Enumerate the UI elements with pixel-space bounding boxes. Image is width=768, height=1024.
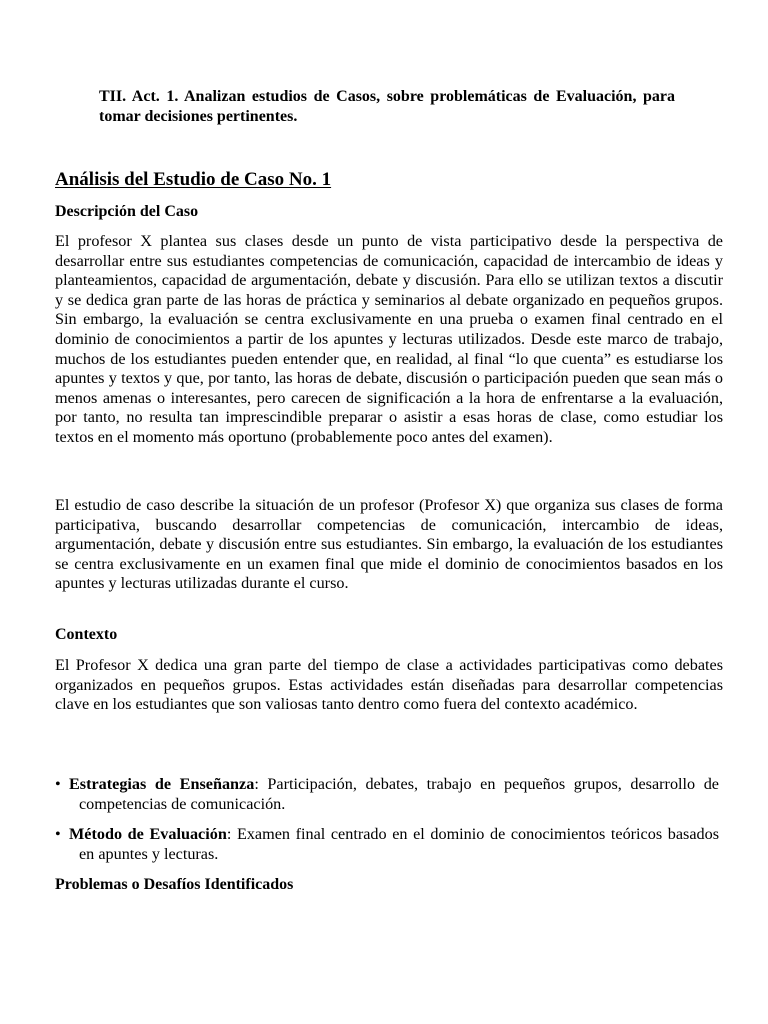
bullet-text: : Participación, debates, trabajo en pequeños grupos, desarrollo de competencias de comunicación. (79, 775, 719, 813)
bullet-label: Estrategias de Enseñanza (69, 775, 255, 793)
activity-heading: TII. Act. 1. Analizan estudios de Casos, sobre problemáticas de Evaluación, para tomar decisiones pertinentes. (99, 88, 675, 125)
description-paragraph-1: El profesor X plantea sus clases desde un punto de vista participativo desde la perspectiva de desarrollar entre sus estudiantes competencias de comunicación, capacidad de intercambio de ideas y planteamientos, capacidad de argumentación, debate y discusión. Para ello se utilizan textos a discutir y se dedica gran parte de las horas de práctica y seminarios al debate organizado en pequeños grupos. Sin embargo, la evaluación se centra exclusivamente en una prueba o examen final centrado en el dominio de conocimientos a partir de los apuntes y lecturas utilizados. Desde este marco de trabajo, muchos de los estudiantes pueden entender que, en realidad, al final “lo que cuenta” es estudiarse los apuntes y textos y que, por tanto, las horas de debate, discusión o participación pueden que sean más o menos amenas o interesantes, pero carecen de significación a la hora de enfrentarse a la evaluación, por tanto, no resulta tan imprescindible preparar o asistir a esas horas de clase, como estudiar los textos en el momento más oportuno (probablemente poco antes del examen). (55, 232, 723, 446)
problems-heading: Problemas o Desafíos Identificados (55, 876, 294, 893)
context-heading: Contexto (55, 626, 118, 643)
bullet-text: : Examen final centrado en el dominio de conocimientos teóricos basados en apuntes y lecturas. (79, 825, 719, 863)
description-heading: Descripción del Caso (55, 203, 199, 220)
context-paragraph: El Profesor X dedica una gran parte del tiempo de clase a actividades participativas como debates organizados en pequeños grupos. Estas actividades están diseñadas para desarrollar competencias clave en los estudiantes que son valiosas tanto dentro como fuera del contexto académico. (55, 656, 723, 714)
description-paragraph-2: El estudio de caso describe la situación de un profesor (Profesor X) que organiza sus clases de forma participativa, buscando desarrollar competencias de comunicación, intercambio de ideas, argumentación, debate y discusión entre sus estudiantes. Sin embargo, la evaluación de los estudiantes se centra exclusivamente en un examen final que mide el dominio de conocimientos basados en los apuntes y lecturas utilizadas durante el curso. (55, 496, 723, 593)
case-title: Análisis del Estudio de Caso No. 1 (55, 169, 332, 190)
bullet-evaluation-method (55, 824, 719, 864)
bullet-marker: • (55, 775, 61, 793)
bullet-marker: • (55, 825, 61, 843)
bullet-label: Método de Evaluación (69, 825, 227, 843)
bullet-teaching-strategies (55, 774, 719, 814)
